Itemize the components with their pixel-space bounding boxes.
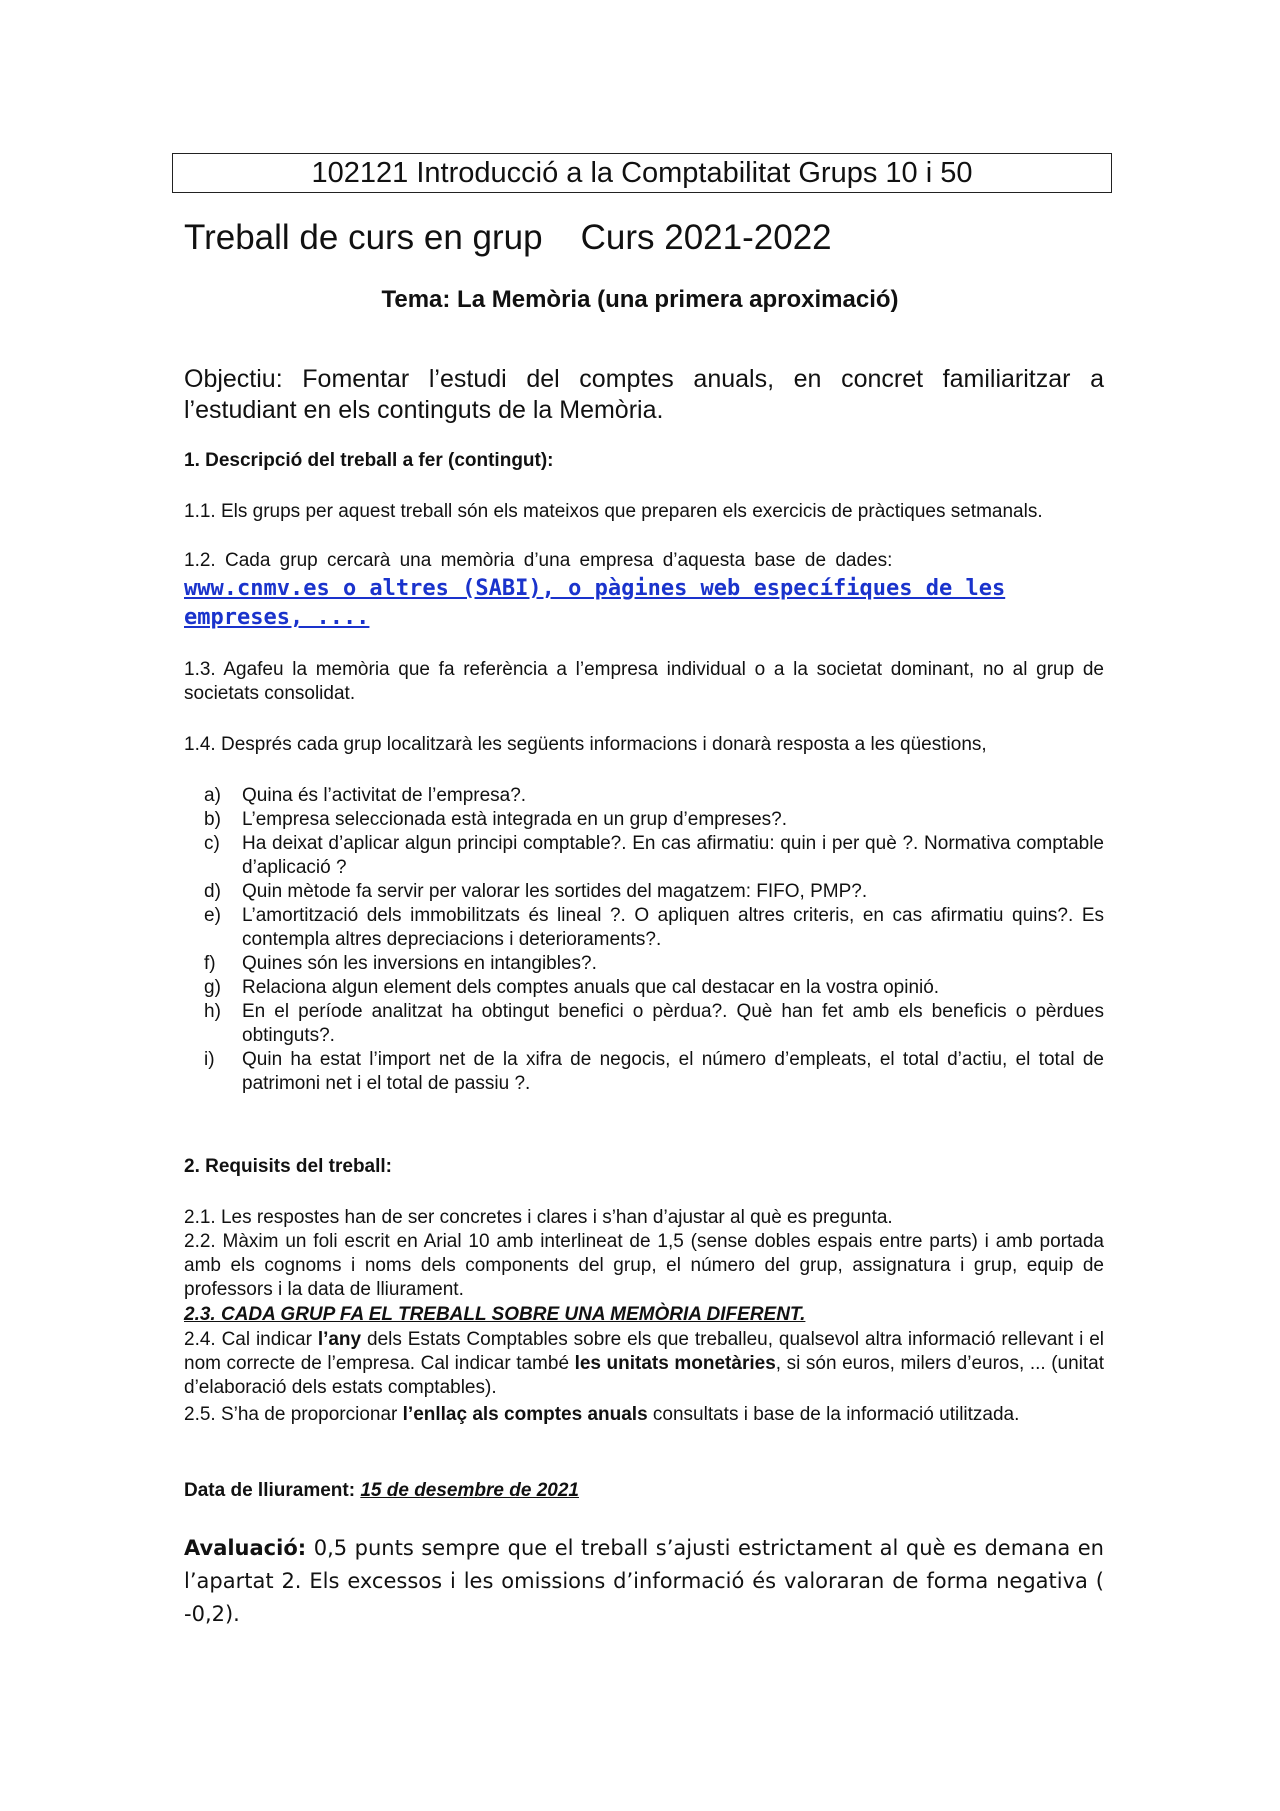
p25-text-a: 2.5. S’ha de proporcionar (184, 1404, 403, 1425)
questions-list (184, 784, 1104, 1096)
list-item (184, 832, 1104, 880)
item-text: Ha deixat d’aplicar algun principi comptable?. En cas afirmatiu: quin i per què ?. Normativa comptable d’aplicació ? (242, 833, 1104, 878)
theme-heading: Tema: La Memòria (una primera aproximació) (381, 286, 899, 313)
list-item (184, 808, 1104, 832)
paragraph-2-2: 2.2. Màxim un foli escrit en Arial 10 amb interlineat de 1,5 (sense dobles espais entre parts) i amb portada amb els cognoms i noms dels components del grup, el número del grup, assignatura i grup, equip de professors i la data de lliurament. (184, 1231, 1104, 1300)
item-text: Relaciona algun element dels comptes anuals que cal destacar en la vostra opinió. (242, 977, 940, 998)
list-item (184, 904, 1104, 952)
section-1-heading: 1. Descripció del treball a fer (contingut): (184, 450, 554, 471)
objective-text: Objectiu: Fomentar l’estudi del comptes anuals, en concret familiaritzar a l’estudiant en els continguts de la Memòria. (184, 365, 1104, 424)
paragraph-2-3: 2.3. CADA GRUP FA EL TREBALL SOBRE UNA MEMÒRIA DIFERENT. (184, 1304, 806, 1325)
p24-text-a: 2.4. Cal indicar (184, 1329, 318, 1350)
p25-enllac: l’enllaç als comptes anuals (402, 1404, 648, 1425)
cnmv-link[interactable]: www.cnmv.es o altres (SABI), o pàgines web específiques de les empreses, .... (184, 576, 1006, 630)
item-text: En el període analitzat ha obtingut benefici o pèrdua?. Què han fet amb els beneficis o pèrdues obtinguts?. (242, 1001, 1104, 1046)
deadline-label: Data de lliurament (184, 1480, 349, 1501)
list-item (184, 976, 1104, 1000)
item-marker: e) (204, 905, 221, 926)
item-text: Quin ha estat l’import net de la xifra de negocis, el número d’empleats, el total d’actiu, el total de patrimoni net i el total de passiu ?. (242, 1049, 1104, 1094)
p24-any: l’any (317, 1329, 362, 1350)
p24-text-c: dels Estats Comptables sobre els que treballeu, qualsevol altra informació rellevant i el nom correcte de l’empresa. Cal indicar també (184, 1329, 1104, 1374)
deadline: Data de lliurament: 15 de desembre de 2021 (184, 1480, 579, 1501)
item-marker: g) (204, 977, 221, 998)
item-marker: i) (204, 1049, 215, 1070)
item-marker: b) (204, 809, 221, 830)
deadline-value: 15 de desembre de 2021 (360, 1480, 579, 1501)
paragraph-1-1: 1.1. Els grups per aquest treball són els mateixos que preparen els exercicis de pràctiques setmanals. (184, 501, 1043, 522)
item-marker: d) (204, 881, 221, 902)
item-text: L’empresa seleccionada està integrada en un grup d’empreses?. (242, 809, 788, 830)
item-text: Quin mètode fa servir per valorar les sortides del magatzem: FIFO, PMP?. (242, 881, 868, 902)
paragraph-2-4 (184, 1328, 1104, 1400)
paragraph-2-1: 2.1. Les respostes han de ser concretes i clares i s’han d’ajustar al què es pregunta. (184, 1207, 893, 1228)
p25-text-c: consultats i base de la informació utilitzada. (647, 1404, 1020, 1425)
section-2-heading: 2. Requisits del treball: (184, 1156, 392, 1177)
evaluation-label: Avaluació: (184, 1536, 307, 1560)
paragraph-1-3: 1.3. Agafeu la memòria que fa referència a l’empresa individual o a la societat dominant, no al grup de societats consolidat. (184, 659, 1104, 704)
list-item (184, 784, 1104, 808)
item-marker: f) (204, 953, 216, 974)
list-item (184, 1048, 1104, 1096)
item-marker: c) (204, 833, 220, 854)
item-text: L’amortització dels immobilitzats és lineal ?. O apliquen altres criteris, en cas afirmatiu quins?. Es contempla altres depreciacions i deterioraments?. (242, 905, 1104, 950)
paragraph-1-4: 1.4. Després cada grup localitzarà les següents informacions i donarà resposta a les qüestions, (184, 734, 987, 755)
p24-unitats: les unitats monetàries (574, 1353, 776, 1374)
list-item (184, 880, 1104, 904)
evaluation-text (184, 1532, 1104, 1631)
item-text: Quina és l’activitat de l’empresa?. (242, 785, 527, 806)
list-item (184, 952, 1104, 976)
evaluation-body: 0,5 punts sempre que el treball s’ajusti estrictament al què es demana en l’apartat 2. Els excessos i les omissions d’informació és valoraran de forma negativa ( -0,2). (184, 1536, 1104, 1626)
item-text: Quines són les inversions en intangibles?. (242, 953, 597, 974)
paragraph-2-5 (184, 1403, 1104, 1427)
page-title (184, 218, 832, 258)
item-marker: a) (204, 785, 221, 806)
title-main: Treball de curs en grup (184, 218, 543, 257)
title-year: Curs 2021-2022 (580, 218, 832, 257)
p24-text-e: , si són euros, milers d’euros, ... (unitat d’elaboració dels estats comptables). (184, 1353, 1105, 1398)
item-marker: h) (204, 1001, 221, 1022)
paragraph-1-2: 1.2. Cada grup cercarà una memòria d’una empresa d’aquesta base de dades: (184, 550, 893, 571)
list-item (184, 1000, 1104, 1048)
course-header: 102121 Introducció a la Comptabilitat Grups 10 i 50 (172, 153, 1112, 193)
